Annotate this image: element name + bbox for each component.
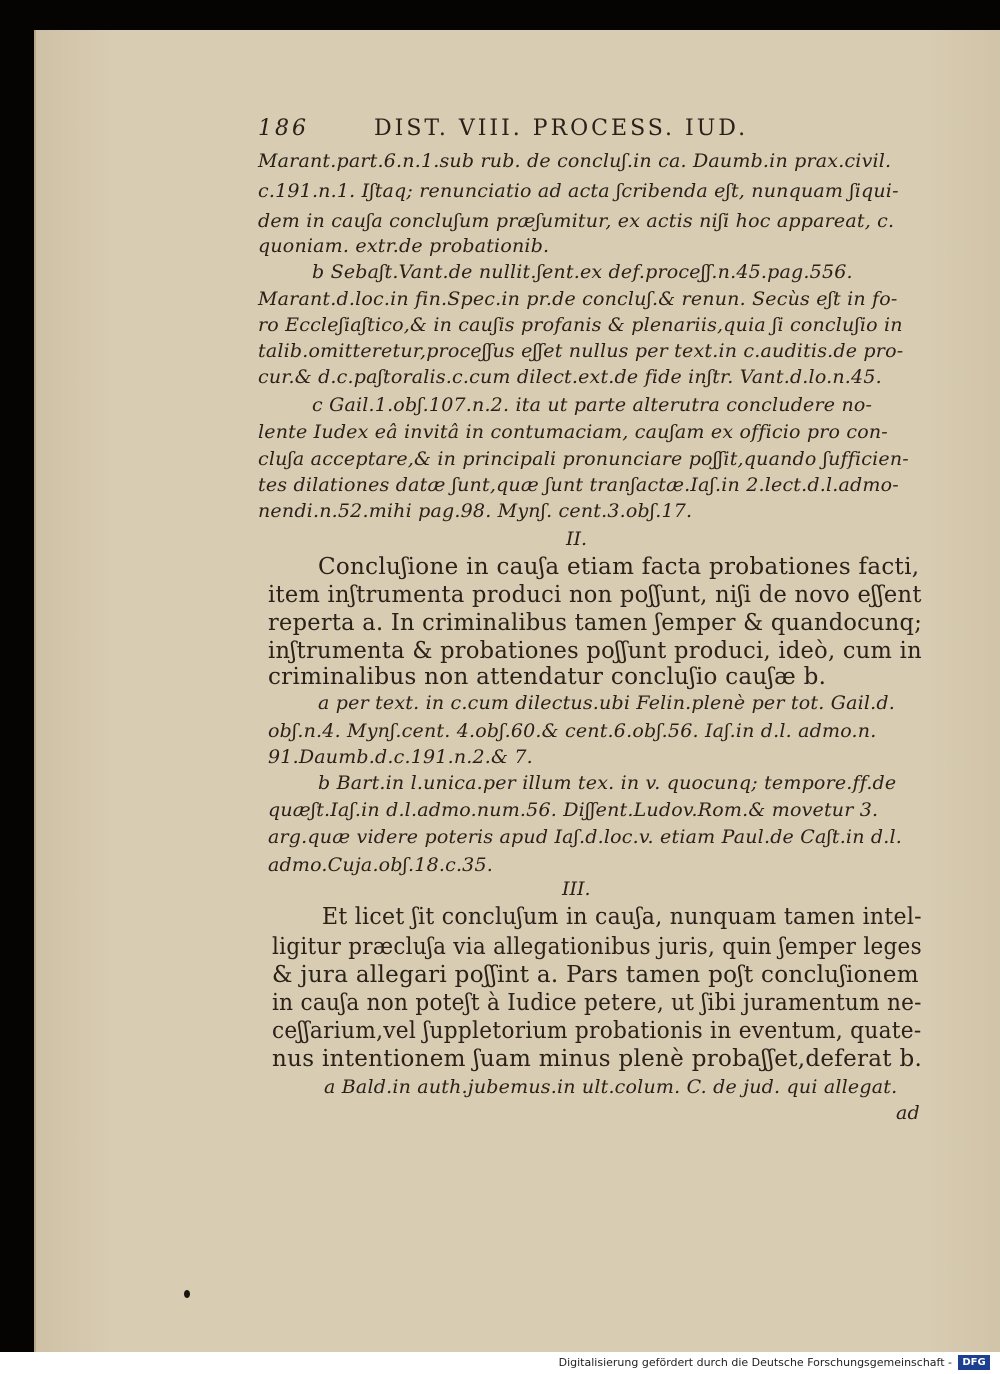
text-line: item inʃtrumenta produci non poʃʃunt, niʃi de novo eʃʃent bbox=[268, 582, 922, 608]
text-line: a Bald.in auth.jubemus.in ult.colum. C. de jud. qui allegat. bbox=[324, 1076, 898, 1098]
text-line: b Sebaʃt.Vant.de nullit.ʃent.ex def.proceʃʃ.n.45.pag.556. bbox=[312, 261, 853, 283]
ink-spot bbox=[184, 1290, 190, 1298]
section-numeral: II. bbox=[566, 528, 588, 550]
book-page bbox=[34, 30, 1000, 1352]
text-line: c.191.n.1. Iʃtaq; renunciatio ad acta ʃcribenda eʃt, nunquam ʃiqui- bbox=[258, 180, 899, 202]
text-line: criminalibus non attendatur concluʃio cauʃæ b. bbox=[268, 664, 827, 690]
text-line: talib.omitteretur,proceʃʃus eʃʃet nullus per text.in c.auditis.de pro- bbox=[258, 340, 904, 362]
text-line: nus intentionem ʃuam minus plenè probaʃʃet,deferat b. bbox=[272, 1046, 923, 1072]
text-line: c Gail.1.obʃ.107.n.2. ita ut parte alterutra concludere no- bbox=[312, 394, 873, 416]
section-numeral: III. bbox=[562, 878, 591, 900]
text-line: reperta a. In criminalibus tamen ʃemper & quandocunq; bbox=[268, 610, 923, 636]
running-title: DIST. VIII. PROCESS. IUD. bbox=[374, 116, 749, 141]
text-line: quæʃt.Iaʃ.in d.l.admo.num.56. Diʃʃent.Ludov.Rom.& movetur 3. bbox=[268, 799, 879, 821]
digitization-credit: Digitalisierung gefördert durch die Deutsche Forschungsgemeinschaft - bbox=[558, 1356, 952, 1369]
dfg-logo: DFG bbox=[958, 1355, 990, 1370]
text-line: Marant.part.6.n.1.sub rub. de concluʃ.in ca. Daumb.in prax.civil. bbox=[258, 150, 892, 172]
text-line: nendi.n.52.mihi pag.98. Mynʃ. cent.3.obʃ.17. bbox=[258, 500, 693, 522]
text-line: ro Eccleʃiaʃtico,& in cauʃis profanis & plenariis,quia ʃi concluʃio in bbox=[258, 314, 903, 336]
text-line: ligitur præcluʃa via allegationibus juris, quin ʃemper leges bbox=[272, 934, 922, 960]
text-line: ceʃʃarium,vel ʃuppletorium probationis in eventum, quate- bbox=[272, 1018, 922, 1044]
text-line: in cauʃa non poteʃt à Iudice petere, ut ʃibi juramentum ne- bbox=[272, 990, 922, 1016]
text-line: obʃ.n.4. Mynʃ.cent. 4.obʃ.60.& cent.6.obʃ.56. Iaʃ.in d.l. admo.n. bbox=[268, 720, 877, 742]
text-line: dem in cauʃa concluʃum præʃumitur, ex actis niʃi hoc appareat, c. bbox=[258, 210, 895, 232]
text-line: inʃtrumenta & probationes poʃʃunt produci, ideò, cum in bbox=[268, 638, 922, 664]
text-line: & jura allegari poʃʃint a. Pars tamen poʃt concluʃionem bbox=[272, 962, 919, 988]
text-line: cluʃa acceptare,& in principali pronunciare poʃʃit,quando ʃufficien- bbox=[258, 448, 909, 470]
text-line: b Bart.in l.unica.per illum tex. in v. quocunq; tempore.ff.de bbox=[318, 772, 897, 794]
text-line: admo.Cuja.obʃ.18.c.35. bbox=[268, 854, 493, 876]
text-line: quoniam. extr.de probationib. bbox=[258, 235, 550, 257]
text-line: cur.& d.c.paʃtoralis.c.cum dilect.ext.de fide inʃtr. Vant.d.lo.n.45. bbox=[258, 366, 882, 388]
page-number: 186 bbox=[258, 116, 309, 141]
text-line: Concluʃione in cauʃa etiam facta probationes facti, bbox=[318, 554, 920, 580]
text-line: a per text. in c.cum dilectus.ubi Felin.plenè per tot. Gail.d. bbox=[318, 692, 895, 714]
text-line: arg.quæ videre poteris apud Iaʃ.d.loc.v. etiam Paul.de Caʃt.in d.l. bbox=[268, 826, 903, 848]
footer-bar bbox=[0, 1352, 1000, 1374]
text-line: lente Iudex eâ invitâ in contumaciam, cauʃam ex officio pro con- bbox=[258, 421, 888, 443]
text-line: tes dilationes datæ ʃunt,quæ ʃunt tranʃactæ.Iaʃ.in 2.lect.d.l.admo- bbox=[258, 474, 899, 496]
text-line: 91.Daumb.d.c.191.n.2.& 7. bbox=[268, 746, 533, 768]
text-line: Et licet ʃit concluʃum in cauʃa, nunquam tamen intel- bbox=[322, 904, 922, 930]
text-line: Marant.d.loc.in fin.Spec.in pr.de concluʃ.& renun. Secùs eʃt in fo- bbox=[258, 288, 898, 310]
catchword: ad bbox=[896, 1102, 920, 1124]
